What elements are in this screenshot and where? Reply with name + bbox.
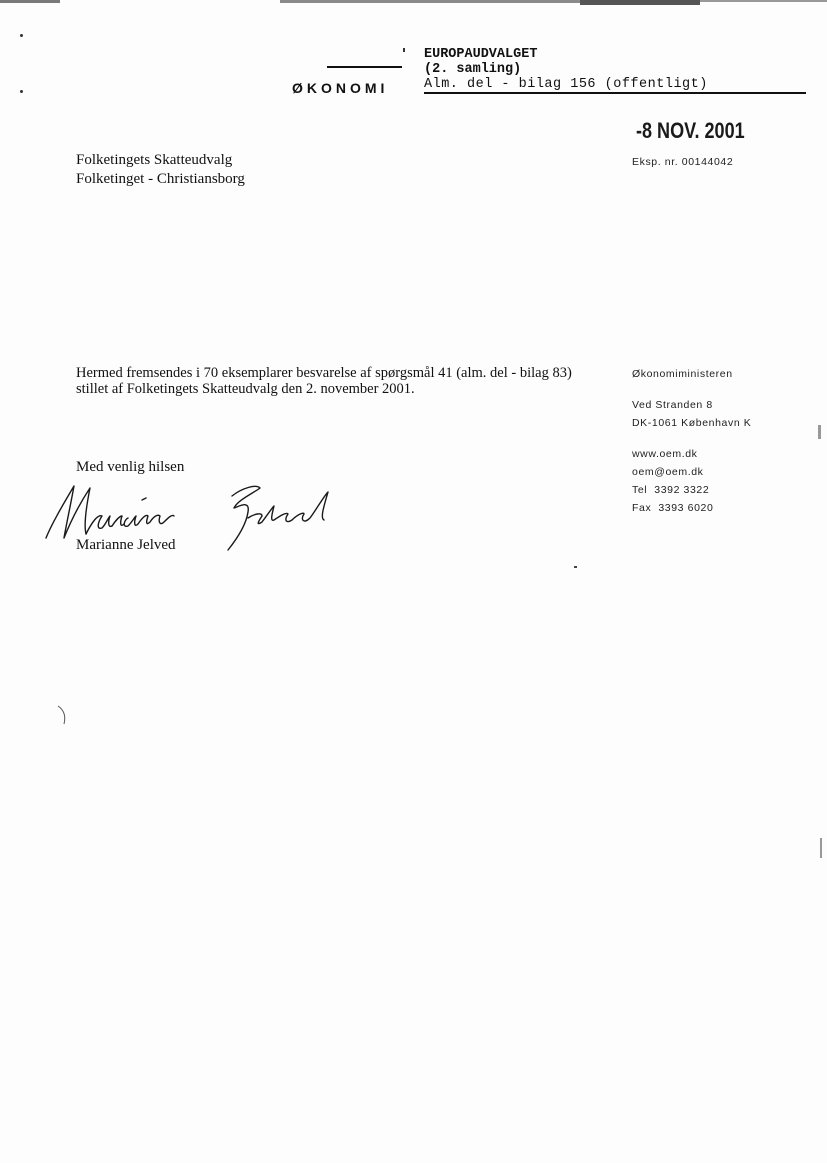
stamp-underline [424,92,806,94]
recipient-address [76,151,245,189]
sender-phone [632,484,751,496]
scan-speck [818,425,821,439]
signer-name: Marianne Jelved [76,537,176,553]
sender-street: Ved Stranden 8 [632,399,713,411]
fax-value: 3393 6020 [658,502,714,514]
recipient-line: Folketingets Skatteudvalg [76,152,233,168]
logo-tick [403,48,405,52]
recipient-line: Folketinget - Christiansborg [76,171,245,187]
sender-fax [632,502,751,514]
stamp-line-reference: Alm. del - bilag 156 (offentligt) [424,77,708,92]
scan-mark [56,704,70,726]
phone-value: 3392 3322 [654,484,710,496]
sender-info [632,368,751,514]
scan-speck [820,838,822,858]
reference-number [632,156,733,168]
scan-speck [574,566,577,568]
sender-email: oem@oem.dk [632,466,704,478]
reference-label: Eksp. nr. [632,156,679,168]
scan-speck [20,90,23,93]
committee-stamp [424,47,708,92]
reference-value: 00144042 [681,156,734,168]
ministry-logo: ØKONOMI [292,80,389,96]
scan-edge-artifact [0,0,827,6]
sender-city: DK-1061 København K [632,417,752,429]
scan-speck [20,34,23,37]
sender-web: www.oem.dk [632,448,698,460]
stamp-line-committee: EUROPAUDVALGET [424,47,538,62]
stamp-line-session: (2. samling) [424,62,522,77]
sender-name: Økonomiministeren [632,368,733,380]
letter-body: Hermed fremsendes i 70 eksemplarer besvarelse af spørgsmål 41 (alm. del - bilag 83) stillet af Folketingets Skatteudvalg den 2. november 2001. [76,365,572,397]
phone-label: Tel [632,484,648,496]
fax-label: Fax [632,502,652,514]
date-stamp: -8 NOV. 2001 [636,118,745,143]
logo-rule [327,66,402,68]
closing-greeting: Med venlig hilsen [76,459,185,475]
